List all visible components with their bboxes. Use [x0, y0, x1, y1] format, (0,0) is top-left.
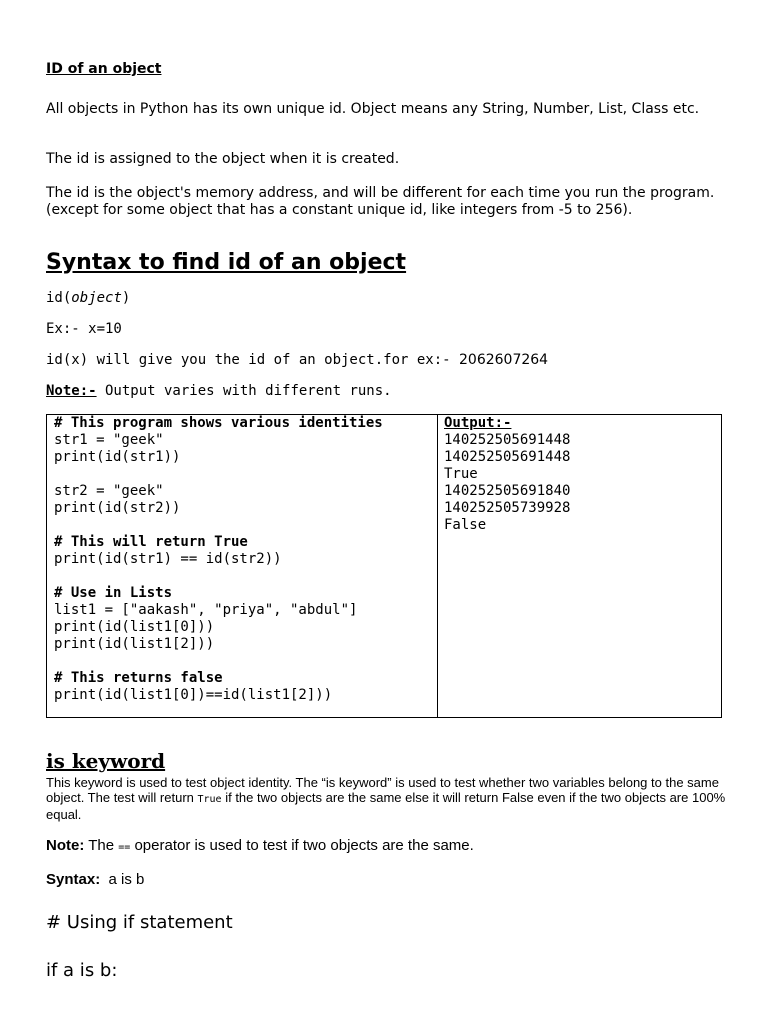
code-line [54, 568, 437, 585]
note-code-equals: == [118, 842, 131, 853]
output-lines [444, 432, 721, 534]
code-line: print(id(str1)) [54, 449, 181, 465]
code-line [54, 653, 437, 670]
code-comment-line: # This returns false [54, 670, 223, 686]
code-line: print(id(list1[0])==id(list1[2])) [54, 687, 333, 703]
if-statement-line: if a is b: [46, 960, 118, 981]
syntax-suffix: ) [121, 290, 131, 306]
code-line: print(id(list1[0])) [54, 619, 215, 635]
note-part-2: operator is used to test if two objects are the same. [130, 837, 474, 854]
section-title-id-of-object: ID of an object [46, 61, 162, 77]
example-id-value: 2062607264 [459, 352, 549, 368]
code-line: print(id(list1[2])) [54, 636, 215, 652]
paragraph-id-assigned: The id is assigned to the object when it is created. [46, 151, 400, 167]
output-line: 140252505691840 [444, 483, 571, 499]
section-title-syntax: Syntax to find id of an object [46, 250, 407, 275]
syntax-arg: object [71, 290, 122, 306]
code-comment-line: # Use in Lists [54, 585, 173, 601]
syntax-line [46, 290, 130, 307]
desc-code-true: True [197, 794, 222, 805]
code-comment-line: # This program shows various identities [54, 415, 383, 431]
code-line: str1 = "geek" [54, 432, 164, 448]
syntax-label-is: Syntax: [46, 871, 101, 888]
code-line: list1 = ["aakash", "priya", "abdul"] [54, 602, 358, 618]
syntax-text-is: a is b [100, 871, 145, 888]
code-line: print(id(str2)) [54, 500, 181, 516]
code-line: print(id(str1) == id(str2)) [54, 551, 282, 567]
example-line: Ex:- x=10 [46, 321, 122, 337]
example-id-line [46, 352, 548, 369]
example-id-text: id(x) will give you the id of an object.for ex:- [46, 352, 451, 368]
code-line [54, 466, 437, 483]
code-line: str2 = "geek" [54, 483, 164, 499]
desc-part-2: if the two objects are the same else it will return False even if the two objects are 100% equal. [46, 790, 726, 822]
output-line: False [444, 517, 487, 533]
output-line: 140252505691448 [444, 432, 571, 448]
paragraph-objects-unique-id: All objects in Python has its own unique id. Object means any String, Number, List, Class etc. [46, 101, 700, 117]
syntax-prefix: id( [46, 290, 72, 306]
desc-part-1: This keyword is used to test object identity. The “is keyword” is used to test whether two variables belong to the same object. The test will return [46, 775, 719, 805]
paragraph-memory-address: The id is the object's memory address, and will be different for each time you run the program. (except for some object that has a constant unique id, like integers from -5 to 256). [46, 185, 715, 218]
note-equals-operator [46, 837, 474, 856]
paragraph-is-keyword-description [46, 775, 726, 822]
output-line: 140252505739928 [444, 500, 571, 516]
comment-using-if: # Using if statement [46, 912, 233, 933]
code-line [54, 517, 437, 534]
note-line [46, 383, 392, 400]
output-title: Output:- [444, 415, 512, 431]
note-text: Output varies with different runs. [96, 383, 392, 399]
output-line: True [444, 466, 478, 482]
section-title-is-keyword: is keyword [46, 749, 166, 773]
code-output-table [46, 414, 722, 718]
syntax-is [46, 871, 144, 888]
output-line: 140252505691448 [444, 449, 571, 465]
note-label: Note:- [46, 383, 97, 399]
note-part-1: The [84, 837, 119, 854]
code-column [47, 415, 438, 717]
note-label-is: Note: [46, 837, 85, 854]
output-column [438, 415, 721, 717]
code-comment-line: # This will return True [54, 534, 248, 550]
